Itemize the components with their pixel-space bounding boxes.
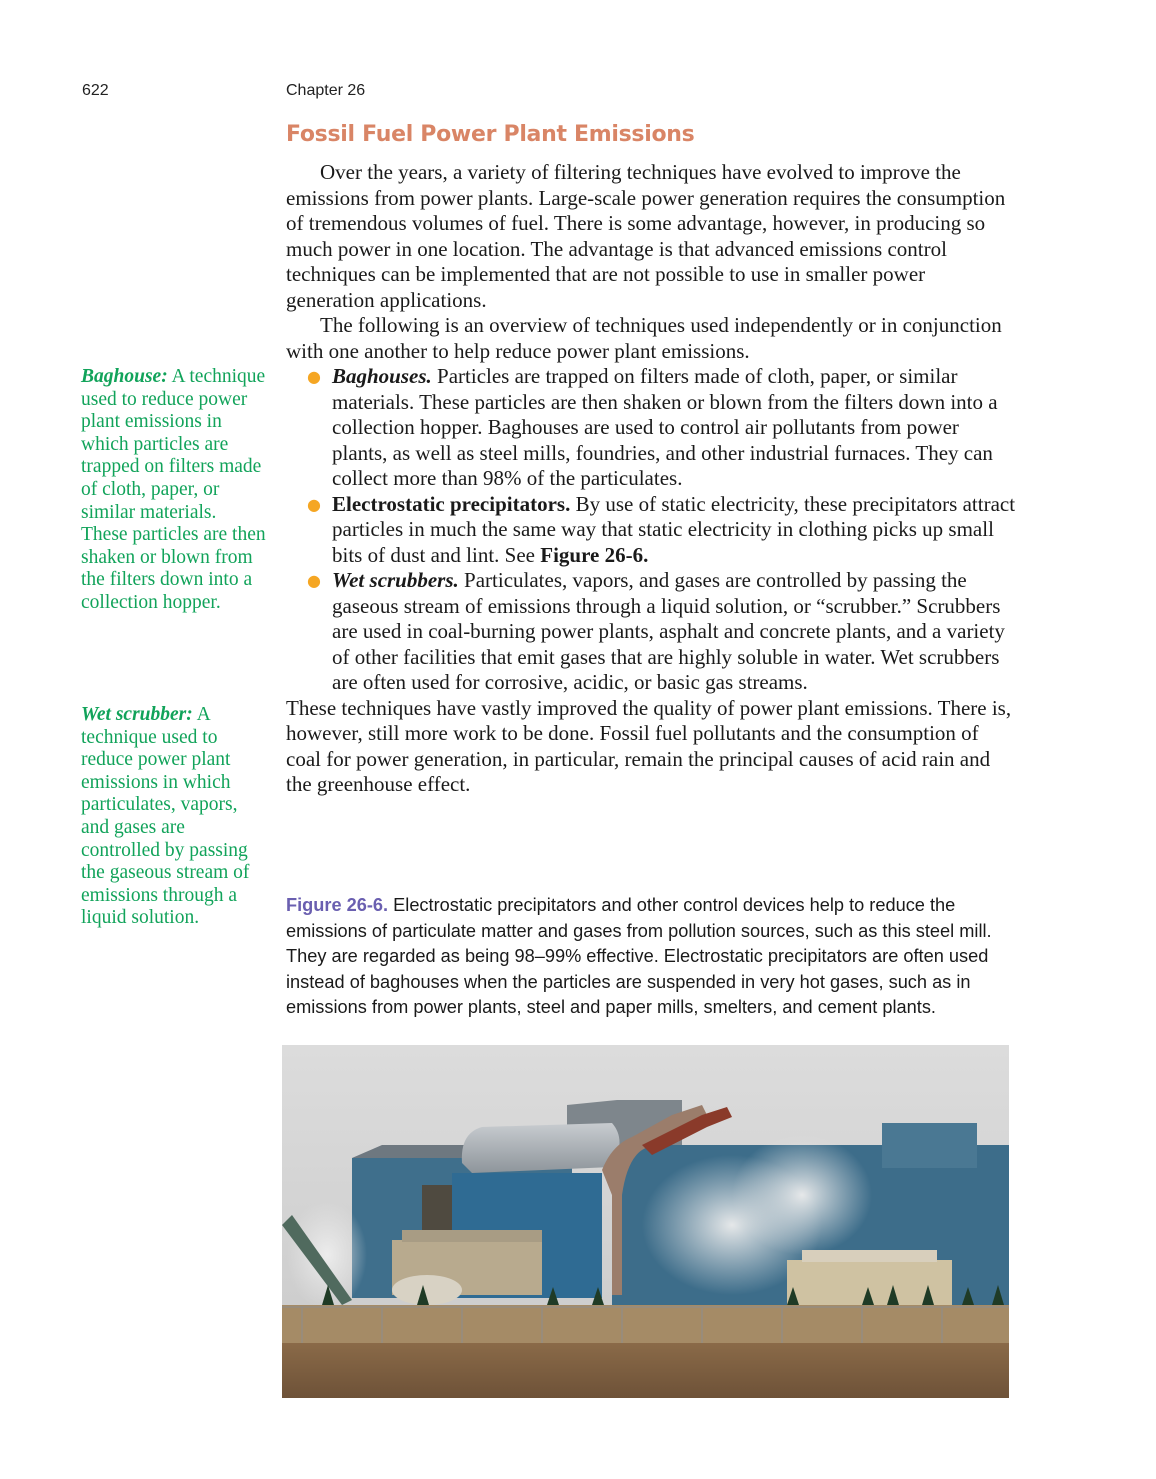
section-title: Fossil Fuel Power Plant Emissions — [286, 122, 695, 147]
bullet-icon: ● — [307, 367, 321, 386]
page-number: 622 — [82, 82, 109, 99]
bullet-icon: ● — [307, 571, 321, 590]
overview-paragraph: The following is an overview of techniques used independently or in conjunction with one another to help reduce power plant emissions. — [286, 313, 1002, 363]
figure-reference-link[interactable]: Figure 26-6. — [540, 542, 649, 567]
intro-paragraph: Over the years, a variety of filtering techniques have evolved to improve the emissions from power plants. Large-scale power generation requires the consumption of tremendous volumes of fuel. There is some advantage, however, in producing so much power in one location. The advantage is that advanced emissions control techniques can be implemented that are not possible to use in smaller power generation applications. — [286, 160, 1006, 312]
caption-text: Electrostatic precipitators and other control devices help to reduce the emissions of particulate matter and gases from pollution sources, such as this steel mill. They are regarded as being 98–99% effective. Electrostatic precipitators are often used instead of baghouses when the particles are suspended in very hot gases, such as in emissions from power plants, steel and paper mills, smelters, and cement plants. — [286, 895, 992, 1017]
running-head: Chapter 26 — [286, 82, 366, 99]
term-baghouses: Baghouses. — [332, 364, 432, 388]
margin-note-baghouse — [81, 366, 266, 615]
figure-label: Figure 26-6. — [286, 895, 389, 915]
bullet-icon: ● — [307, 494, 321, 514]
term-electrostatic-precipitators: Electrostatic precipitators. — [332, 491, 571, 516]
margin-term: Baghouse: — [81, 366, 168, 387]
margin-definition: A technique used to reduce power plant emissions in which particles are trapped on filters made of cloth, paper, or similar materials. These particles are then shaken or blown from the filters down into a collection hopper. — [81, 366, 266, 613]
bullet-text: Particles are trapped on filters made of cloth, paper, or similar materials. These particles are then shaken or blown from the filters down into a collection hopper. Baghouses are used to control air pollutants from power plants, as well as steel mills, foundries, and other industrial furnaces. They can collect more than 98% of the particulates. — [332, 364, 998, 490]
margin-note-wet-scrubber — [81, 704, 266, 930]
list-item-wet-scrubbers — [307, 568, 1016, 696]
steel-mill-image-icon — [282, 1045, 1009, 1398]
figure-photo-steel-mill — [282, 1045, 1009, 1398]
term-wet-scrubbers: Wet scrubbers. — [332, 568, 459, 592]
bullet-text: Particulates, vapors, and gases are controlled by passing the gaseous stream of emissions through a liquid solution, or “scrubber.” Scrubbers are used in coal-burning power plants, asphalt and concrete plants, and a variety of other facilities that emit gases that are highly soluble in water. Wet scrubbers are often used for corrosive, acidic, or basic gas streams. — [332, 568, 1005, 694]
list-item-electrostatic-precipitators — [307, 491, 1016, 569]
list-item-baghouses — [307, 364, 1016, 492]
technique-list — [286, 364, 1016, 696]
margin-definition: A technique used to reduce power plant emissions in which particulates, vapors, and gases are controlled by passing the gaseous stream of emissions through a liquid solution. — [81, 704, 250, 929]
figure-caption — [286, 893, 1011, 1021]
closing-paragraph: These techniques have vastly improved the quality of power plant emissions. There is, however, still more work to be done. Fossil fuel pollutants and the consumption of coal for power generation, in particular, remain the principal causes of acid rain and the greenhouse effect. — [286, 695, 1012, 796]
body-column — [286, 160, 1016, 798]
margin-term: Wet scrubber: — [81, 704, 193, 725]
bullet-text: By use of static electricity, these precipitators attract particles in much the same way that static electricity in clothing picks up small bits of dust and lint. See — [332, 491, 1016, 567]
